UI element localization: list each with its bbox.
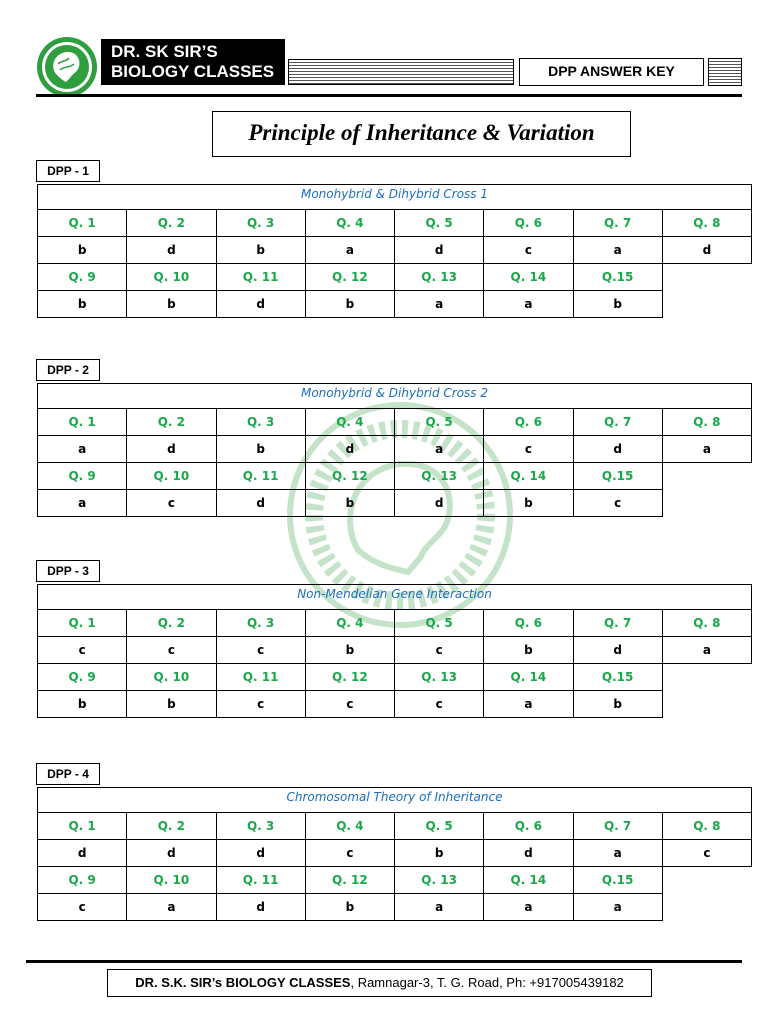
question-number: Q. 1 — [38, 813, 127, 840]
answer-row — [38, 894, 752, 921]
question-number: Q. 10 — [127, 664, 216, 691]
question-row — [38, 813, 752, 840]
question-number: Q. 14 — [484, 463, 573, 490]
question-row — [38, 264, 752, 291]
question-number: Q. 1 — [38, 409, 127, 436]
answer-cell: c — [305, 840, 394, 867]
answer-cell: d — [216, 840, 305, 867]
answer-cell: a — [662, 637, 751, 664]
question-number: Q. 7 — [573, 210, 662, 237]
question-number: Q. 4 — [305, 409, 394, 436]
question-number: Q. 8 — [662, 610, 751, 637]
answer-cell: d — [38, 840, 127, 867]
question-number: Q. 12 — [305, 867, 394, 894]
answer-cell: d — [662, 237, 751, 264]
question-number: Q. 13 — [395, 664, 484, 691]
question-number: Q. 8 — [662, 210, 751, 237]
answer-cell: a — [484, 691, 573, 718]
question-number: Q. 11 — [216, 264, 305, 291]
footer-address: , Ramnagar-3, T. G. Road, Ph: +917005439182 — [350, 975, 624, 990]
question-number: Q. 11 — [216, 867, 305, 894]
dpp-label: DPP - 1 — [36, 160, 100, 182]
answer-cell: b — [216, 436, 305, 463]
question-number: Q. 2 — [127, 813, 216, 840]
empty-cell — [662, 264, 751, 291]
question-number: Q. 10 — [127, 867, 216, 894]
answer-cell: a — [484, 894, 573, 921]
section-heading: Monohybrid & Dihybrid Cross 1 — [37, 184, 752, 210]
answer-cell: d — [395, 237, 484, 264]
question-number: Q. 2 — [127, 610, 216, 637]
page-title: Principle of Inheritance & Variation — [212, 111, 631, 157]
section-heading: Chromosomal Theory of Inheritance — [37, 787, 752, 813]
question-number: Q.15 — [573, 463, 662, 490]
empty-cell — [662, 463, 751, 490]
question-number: Q. 6 — [484, 210, 573, 237]
footer-contact — [107, 969, 652, 997]
answer-cell: a — [573, 840, 662, 867]
question-number: Q. 6 — [484, 610, 573, 637]
answer-cell: c — [127, 637, 216, 664]
question-number: Q. 2 — [127, 210, 216, 237]
answer-cell: d — [484, 840, 573, 867]
question-number: Q. 6 — [484, 409, 573, 436]
answer-cell: a — [305, 237, 394, 264]
answer-cell: d — [216, 291, 305, 318]
answer-cell: d — [305, 436, 394, 463]
answer-cell: b — [305, 490, 394, 517]
question-number: Q. 11 — [216, 664, 305, 691]
footer-institute-name: DR. S.K. SIR’s BIOLOGY CLASSES — [135, 975, 351, 990]
answer-cell: b — [305, 291, 394, 318]
answer-cell: b — [484, 490, 573, 517]
question-number: Q. 8 — [662, 409, 751, 436]
answer-cell: b — [573, 291, 662, 318]
question-number: Q. 7 — [573, 610, 662, 637]
answer-cell: d — [216, 894, 305, 921]
question-number: Q. 5 — [395, 409, 484, 436]
answer-cell: b — [305, 894, 394, 921]
answer-cell: c — [573, 490, 662, 517]
answer-table — [37, 812, 752, 921]
brand-line-2: BIOLOGY CLASSES — [111, 62, 275, 81]
empty-cell — [662, 664, 751, 691]
question-number: Q. 9 — [38, 264, 127, 291]
question-row — [38, 409, 752, 436]
question-number: Q.15 — [573, 867, 662, 894]
decorative-stripes-right — [708, 58, 742, 86]
question-number: Q. 14 — [484, 664, 573, 691]
header-divider — [36, 94, 742, 97]
question-number: Q. 3 — [216, 610, 305, 637]
question-number: Q. 8 — [662, 813, 751, 840]
answer-cell: c — [216, 691, 305, 718]
question-number: Q. 3 — [216, 813, 305, 840]
answer-key-label: DPP ANSWER KEY — [519, 58, 704, 86]
answer-cell: a — [662, 436, 751, 463]
answer-cell: b — [484, 637, 573, 664]
question-number: Q.15 — [573, 664, 662, 691]
answer-cell: a — [38, 436, 127, 463]
answer-cell: b — [38, 237, 127, 264]
question-number: Q. 7 — [573, 813, 662, 840]
answer-cell: d — [127, 436, 216, 463]
answer-cell: b — [305, 637, 394, 664]
question-number: Q. 12 — [305, 264, 394, 291]
question-row — [38, 210, 752, 237]
answer-row — [38, 691, 752, 718]
answer-table — [37, 609, 752, 718]
question-number: Q. 6 — [484, 813, 573, 840]
question-number: Q. 12 — [305, 463, 394, 490]
question-number: Q. 13 — [395, 264, 484, 291]
question-number: Q. 4 — [305, 813, 394, 840]
answer-cell: b — [395, 840, 484, 867]
question-number: Q. 3 — [216, 210, 305, 237]
question-number: Q. 14 — [484, 867, 573, 894]
answer-cell: c — [127, 490, 216, 517]
question-number: Q. 3 — [216, 409, 305, 436]
brand-line-1: DR. SK SIR’S — [111, 42, 218, 61]
answer-cell: b — [573, 691, 662, 718]
question-row — [38, 867, 752, 894]
question-number: Q.15 — [573, 264, 662, 291]
decorative-stripes — [288, 59, 514, 85]
question-number: Q. 7 — [573, 409, 662, 436]
question-number: Q. 14 — [484, 264, 573, 291]
answer-row — [38, 490, 752, 517]
empty-cell — [662, 894, 751, 921]
question-number: Q. 4 — [305, 210, 394, 237]
answer-cell: b — [127, 291, 216, 318]
question-number: Q. 5 — [395, 210, 484, 237]
question-row — [38, 664, 752, 691]
empty-cell — [662, 291, 751, 318]
dpp-label: DPP - 4 — [36, 763, 100, 785]
question-number: Q. 1 — [38, 610, 127, 637]
answer-cell: d — [127, 237, 216, 264]
question-number: Q. 11 — [216, 463, 305, 490]
answer-cell: c — [662, 840, 751, 867]
answer-cell: d — [216, 490, 305, 517]
answer-cell: d — [395, 490, 484, 517]
answer-cell: a — [38, 490, 127, 517]
question-number: Q. 1 — [38, 210, 127, 237]
question-row — [38, 610, 752, 637]
answer-table — [37, 209, 752, 318]
answer-row — [38, 291, 752, 318]
question-number: Q. 9 — [38, 664, 127, 691]
dpp-label: DPP - 2 — [36, 359, 100, 381]
answer-cell: c — [484, 436, 573, 463]
empty-cell — [662, 867, 751, 894]
answer-cell: d — [573, 637, 662, 664]
question-number: Q. 13 — [395, 867, 484, 894]
answer-cell: c — [484, 237, 573, 264]
empty-cell — [662, 691, 751, 718]
question-number: Q. 9 — [38, 463, 127, 490]
answer-row — [38, 436, 752, 463]
empty-cell — [662, 490, 751, 517]
answer-cell: a — [573, 894, 662, 921]
question-number: Q. 10 — [127, 463, 216, 490]
answer-cell: b — [38, 291, 127, 318]
answer-cell: a — [573, 237, 662, 264]
dpp-label: DPP - 3 — [36, 560, 100, 582]
answer-cell: b — [127, 691, 216, 718]
answer-cell: c — [395, 637, 484, 664]
answer-cell: c — [38, 637, 127, 664]
answer-cell: c — [216, 637, 305, 664]
question-number: Q. 10 — [127, 264, 216, 291]
answer-cell: c — [395, 691, 484, 718]
answer-cell: b — [216, 237, 305, 264]
question-number: Q. 12 — [305, 664, 394, 691]
brain-logo-icon — [36, 36, 98, 98]
question-number: Q. 5 — [395, 610, 484, 637]
answer-cell: c — [38, 894, 127, 921]
answer-row — [38, 237, 752, 264]
question-number: Q. 13 — [395, 463, 484, 490]
footer-divider — [26, 960, 742, 963]
answer-cell: a — [395, 436, 484, 463]
question-number: Q. 5 — [395, 813, 484, 840]
question-number: Q. 2 — [127, 409, 216, 436]
question-number: Q. 9 — [38, 867, 127, 894]
answer-cell: a — [484, 291, 573, 318]
section-heading: Non-Mendelian Gene Interaction — [37, 584, 752, 610]
answer-cell: a — [127, 894, 216, 921]
answer-cell: d — [127, 840, 216, 867]
answer-cell: c — [305, 691, 394, 718]
answer-table — [37, 408, 752, 517]
answer-row — [38, 840, 752, 867]
answer-cell: d — [573, 436, 662, 463]
question-number: Q. 4 — [305, 610, 394, 637]
answer-cell: a — [395, 894, 484, 921]
answer-cell: a — [395, 291, 484, 318]
section-heading: Monohybrid & Dihybrid Cross 2 — [37, 383, 752, 409]
question-row — [38, 463, 752, 490]
brand-name — [101, 39, 285, 85]
answer-cell: b — [38, 691, 127, 718]
answer-row — [38, 637, 752, 664]
